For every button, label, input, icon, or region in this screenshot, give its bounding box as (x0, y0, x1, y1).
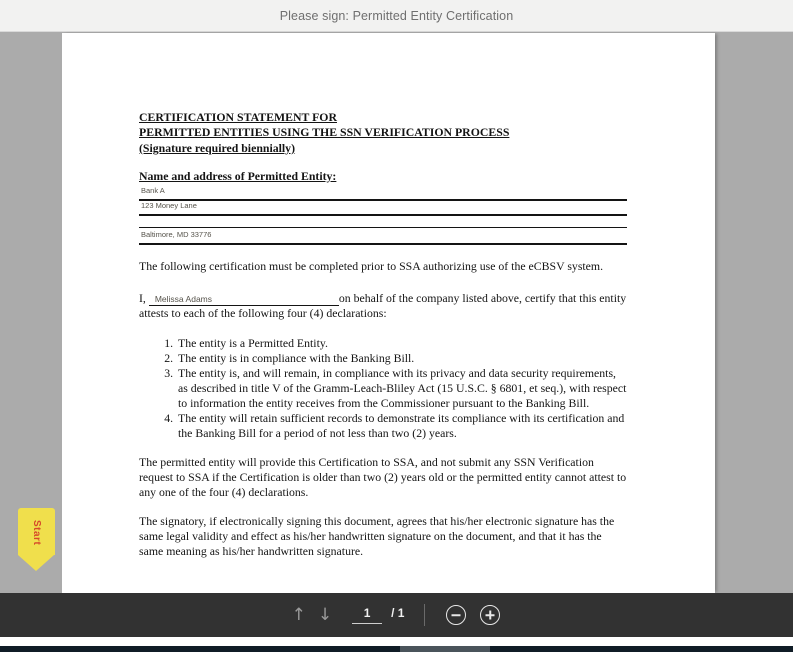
certification-intro-paragraph: The following certification must be completed prior to SSA authorizing use of the eCBSV system. (139, 259, 604, 274)
start-tab[interactable] (18, 508, 55, 571)
start-tab-label: Start (31, 519, 42, 546)
signing-header (0, 0, 793, 32)
signer-suffix: on behalf of the company listed above, certify that this entity attests to each of the following four (4) declarations: (139, 291, 627, 321)
declaration-item-1: 1. The entity is a Permitted Entity. (176, 336, 627, 351)
document-title-line-1: CERTIFICATION STATEMENT FOR (139, 110, 337, 124)
zoom-out-minus-glyph (452, 614, 461, 616)
declarations-list (139, 336, 627, 441)
signer-prefix: I, (139, 291, 146, 306)
page-number-group (352, 606, 404, 624)
toolbar-divider (424, 604, 425, 626)
pager-toolbar (0, 593, 793, 637)
page-title: Please sign: Permitted Entity Certification (279, 8, 514, 23)
bottom-edge-bar-segment (400, 646, 490, 652)
document-page (62, 33, 715, 593)
document-title-line-2: PERMITTED ENTITIES USING THE SSN VERIFICATION PROCESS (139, 125, 510, 140)
zoom-out-icon[interactable] (446, 605, 466, 625)
page-total-label: / 1 (391, 606, 405, 620)
bottom-edge-bar (0, 646, 793, 652)
signer-statement (139, 291, 627, 321)
document-viewport (0, 33, 793, 593)
entity-section-heading: Name and address of Permitted Entity: (139, 169, 337, 184)
address-line-1-field[interactable]: 123 Money Lane (139, 201, 627, 216)
zoom-in-plus-glyph-v (490, 611, 492, 620)
entity-address-fields (139, 186, 627, 245)
page-up-icon[interactable]: ↑ (286, 603, 312, 628)
page-number-input[interactable] (352, 606, 382, 624)
bottom-white-strip (0, 637, 793, 646)
document-title-line-3: (Signature required biennially) (139, 140, 296, 155)
city-state-zip-field[interactable]: Baltimore, MD 33776 (139, 228, 627, 245)
page-down-icon[interactable]: ↓ (312, 603, 338, 628)
certification-provide-paragraph: The permitted entity will provide this Certification to SSA, and not submit any SSN Verification request to SSA if the Certification is older than two (2) years old or the permitted entity cannot attest to any one of the four (4) declarations. (139, 455, 627, 500)
declaration-item-2: 2. The entity is in compliance with the Banking Bill. (176, 351, 627, 366)
start-tab-body (18, 508, 55, 555)
entity-name-field[interactable]: Bank A (139, 186, 627, 201)
declaration-item-3: 3. The entity is, and will remain, in compliance with its privacy and data security requirements, as described in title V of the Gramm-Leach-Bliley Act (15 U.S.C. § 6801, et seq.), with respect to information the entity receives from the Commissioner pursuant to the Banking Bill. (176, 366, 627, 411)
address-line-2-field[interactable] (139, 216, 627, 228)
declaration-item-4: 4. The entity will retain sufficient records to demonstrate its compliance with its certification and the Banking Bill for a period of not less than two (2) years. (176, 411, 627, 441)
electronic-signature-paragraph: The signatory, if electronically signing this document, agrees that his/her electronic signature has the same legal validity and effect as his/her handwritten signature on the document, and that it has the same meaning as his/her handwritten signature. (139, 514, 615, 559)
document-title (139, 110, 627, 156)
zoom-in-icon[interactable] (480, 605, 500, 625)
start-tab-arrow-icon (18, 555, 54, 571)
signer-name-field[interactable]: Melissa Adams (149, 294, 339, 306)
